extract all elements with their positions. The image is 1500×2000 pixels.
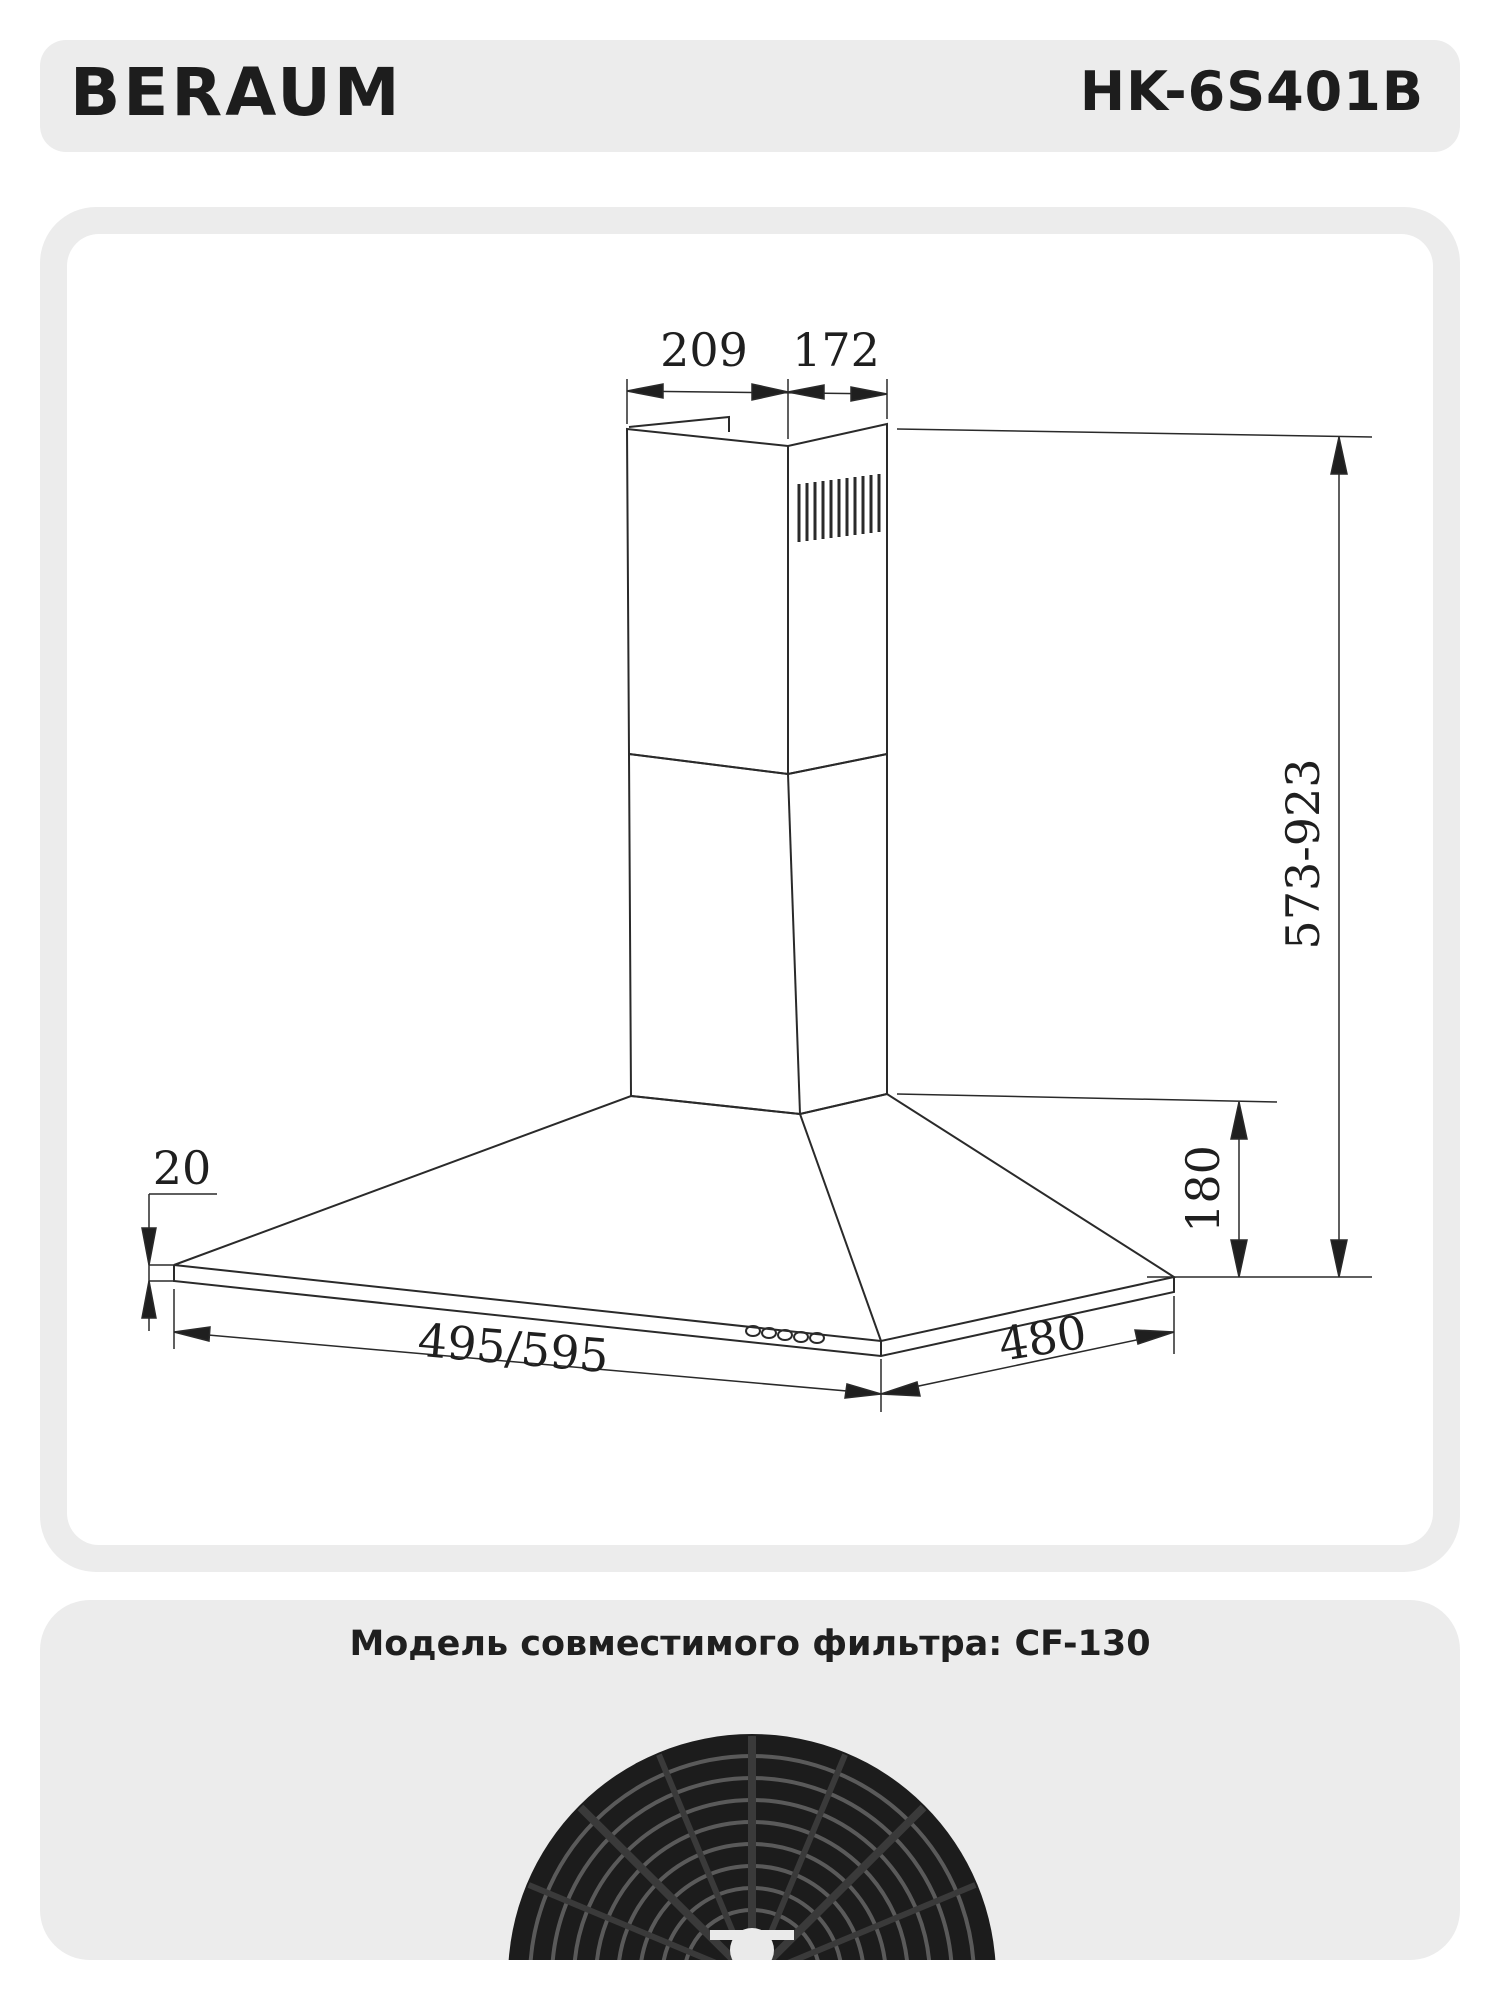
canopy	[174, 1094, 1174, 1341]
dim-canopy-height: 180	[1176, 1145, 1230, 1233]
dim-chimney-width: 172	[792, 323, 880, 377]
dim-depth: 480	[994, 1304, 1091, 1372]
header-bar	[40, 40, 1460, 152]
dim-total-height: 573-923	[1276, 758, 1330, 950]
filter-caption: Модель совместимого фильтра: CF-130	[349, 1624, 1151, 1664]
filter-panel	[40, 1600, 1460, 1960]
technical-drawing	[67, 234, 1433, 1545]
model-number: HK-6S401B	[1079, 60, 1424, 123]
vent-slots-icon	[799, 474, 879, 542]
brand-logo: BERAUM	[70, 54, 403, 131]
hood-drawing-svg	[67, 234, 1433, 1545]
carbon-filter-icon	[40, 1600, 1460, 1960]
dim-width: 495/595	[415, 1312, 611, 1384]
chimney-upper	[627, 424, 887, 774]
hood-outline	[174, 417, 1174, 1356]
dim-chimney-depth: 209	[660, 323, 748, 377]
dim-edge-thickness: 20	[152, 1141, 212, 1195]
dimension-lines	[142, 379, 1372, 1412]
drawing-panel	[40, 207, 1460, 1572]
chimney-lower	[629, 754, 887, 1114]
